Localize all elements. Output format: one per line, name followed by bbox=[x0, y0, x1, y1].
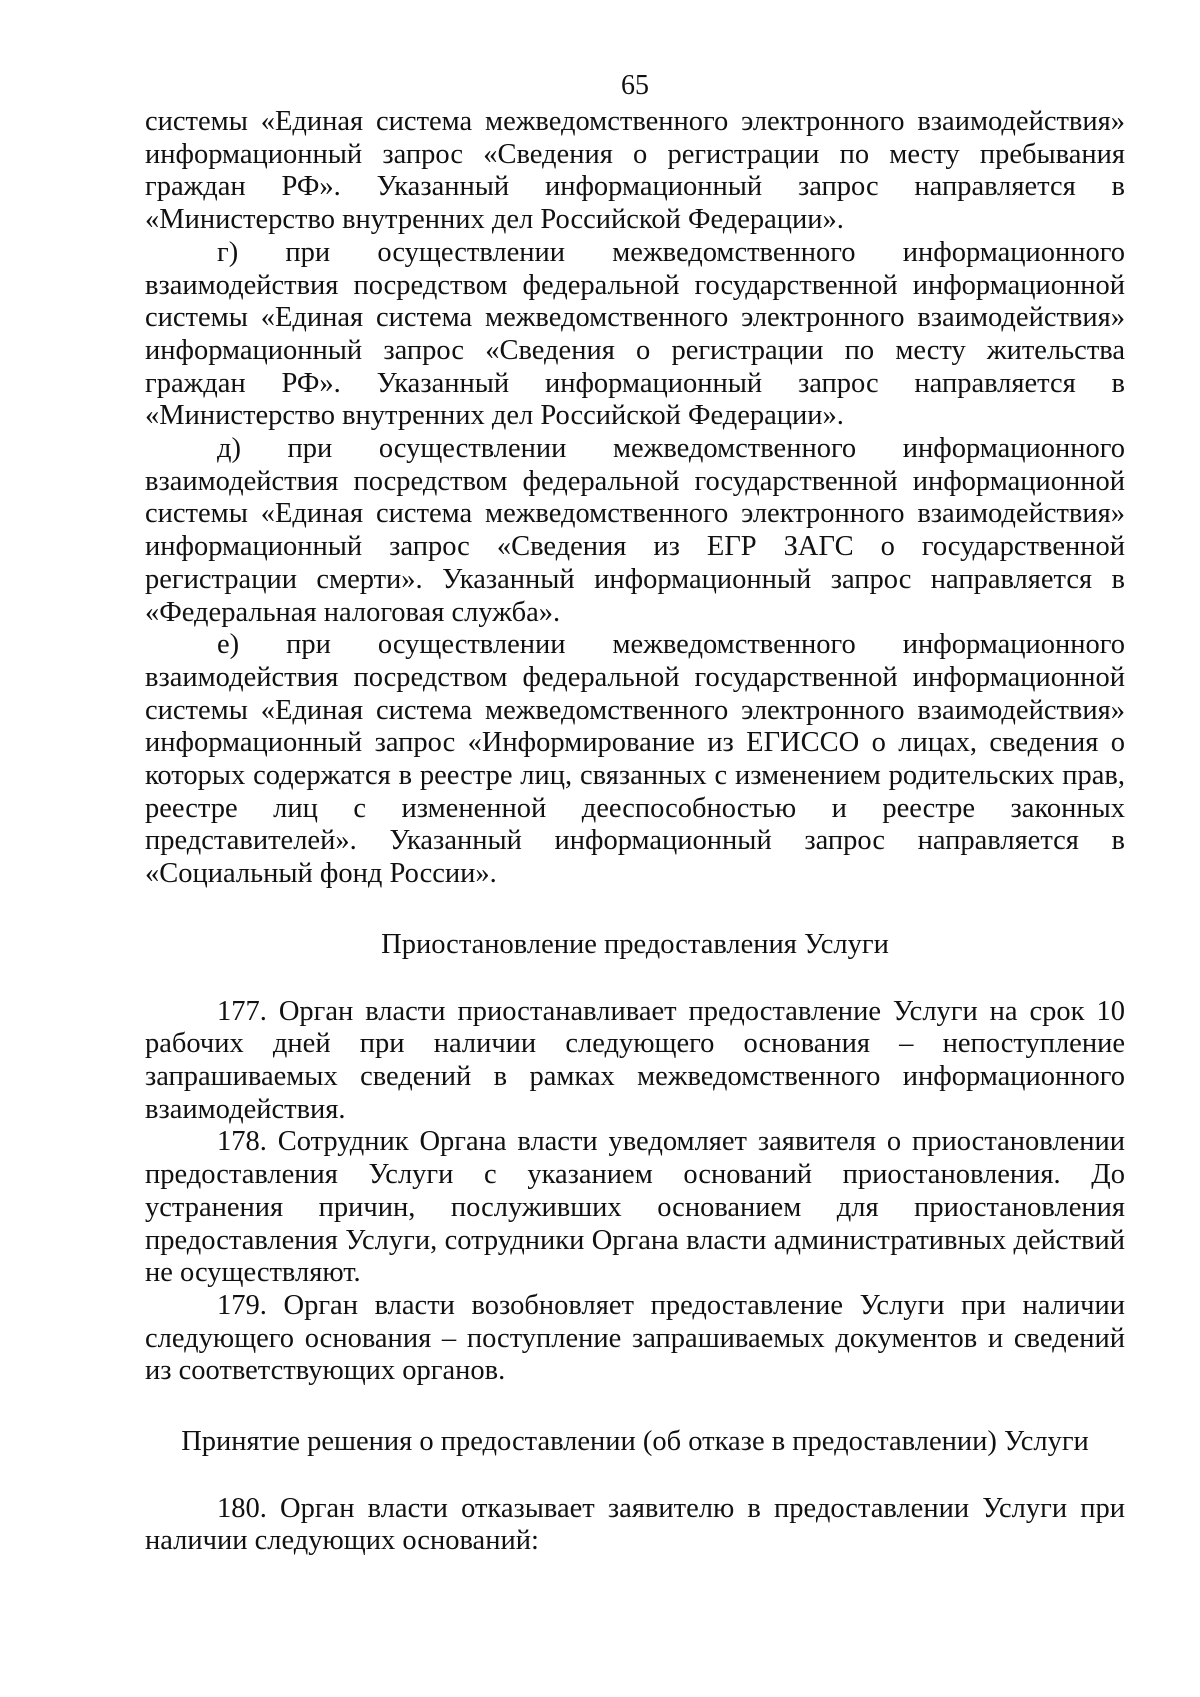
page-number: 65 bbox=[621, 70, 649, 101]
spacer bbox=[145, 891, 1125, 929]
paragraph: 178. Сотрудник Органа власти уведомляет заявителя о приостановлении предоставления Услуги с указанием оснований приостановления. До устранения причин, послуживших основанием для приостановления предоставления Услуги, сотрудники Органа власти административных действий не осуществляют. bbox=[145, 1126, 1125, 1289]
section-heading-suspension: Приостановление предоставления Услуги bbox=[381, 928, 889, 960]
document-page bbox=[145, 70, 1125, 1558]
paragraph: системы «Единая система межведомственного электронного взаимодействия» информационный запрос «Сведения о регистрации по месту пребывания граждан РФ». Указанный информационный запрос направляется в «Министерство внутренних дел Российской Федерации». bbox=[145, 106, 1125, 236]
paragraph-group-suspension bbox=[145, 996, 1125, 1388]
spacer bbox=[145, 1388, 1125, 1426]
paragraph: д) при осуществлении межведомственного информационного взаимодействия посредством федеральной государственной информационной системы «Единая система межведомственного электронного взаимодействия» информационный запрос «Сведения из ЕГР ЗАГС о государственной регистрации смерти». Указанный информационный запрос направляется в «Федеральная налоговая служба». bbox=[145, 433, 1125, 628]
spacer bbox=[145, 1459, 1125, 1493]
spacer bbox=[145, 962, 1125, 996]
paragraph: 180. Орган власти отказывает заявителю в предоставлении Услуги при наличии следующих оснований: bbox=[145, 1492, 1125, 1557]
paragraph-group-top bbox=[145, 106, 1125, 891]
paragraph: 177. Орган власти приостанавливает предоставление Услуги на срок 10 рабочих дней при наличии следующего основания – непоступление запрашиваемых сведений в рамках межведомственного информационного взаимодействия. bbox=[145, 995, 1125, 1125]
paragraph: е) при осуществлении межведомственного информационного взаимодействия посредством федеральной государственной информационной системы «Единая система межведомственного электронного взаимодействия» информационный запрос «Информирование из ЕГИССО о лицах, сведения о которых содержатся в реестре лиц, связанных с изменением родительских прав, реестре лиц с измененной дееспособностью и реестре законных представителей». Указанный информационный запрос направляется в «Социальный фонд России». bbox=[145, 629, 1125, 890]
section-heading-decision: Принятие решения о предоставлении (об отказе в предоставлении) Услуги bbox=[181, 1426, 1089, 1458]
paragraph: г) при осуществлении межведомственного информационного взаимодействия посредством федеральной государственной информационной системы «Единая система межведомственного электронного взаимодействия» информационный запрос «Сведения о регистрации по месту жительства граждан РФ». Указанный информационный запрос направляется в «Министерство внутренних дел Российской Федерации». bbox=[145, 236, 1125, 432]
paragraph: 179. Орган власти возобновляет предоставление Услуги при наличии следующего основания – поступление запрашиваемых документов и сведений из соответствующих органов. bbox=[145, 1289, 1125, 1387]
paragraph-group-decision bbox=[145, 1493, 1125, 1558]
